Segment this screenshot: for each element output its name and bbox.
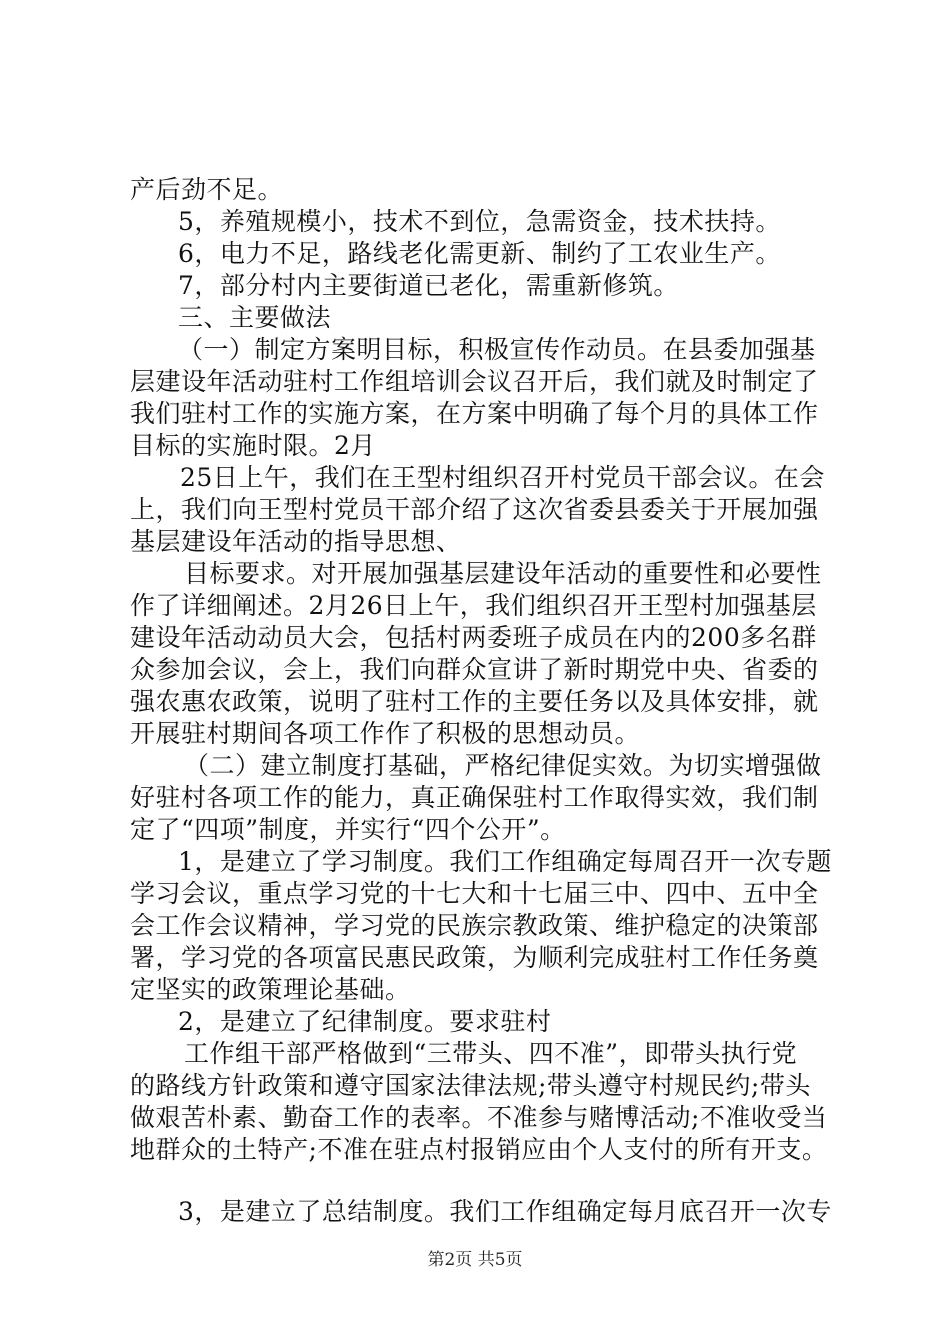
text-line: 众参加会议，会上，我们向群众宣讲了新时期党中央、省委的 — [130, 655, 819, 684]
text-line: 地群众的土特产;不准在驻点村报销应由个人支付的所有开支。 — [130, 1135, 828, 1164]
text-line: 开展驻村期间各项工作作了积极的思想动员。 — [130, 719, 641, 748]
text-line: 定坚实的政策理论基础。 — [130, 975, 411, 1004]
text-line: 基层建设年活动的指导思想、 — [130, 527, 462, 556]
text-line: 目标要求。对开展加强基层建设年活动的重要性和必要性 — [184, 559, 822, 588]
text-line: 层建设年活动驻村工作组培训会议召开后，我们就及时制定了 — [130, 367, 819, 396]
text-line: 作了详细阐述。2月26日上午，我们组织召开王型村加强基层 — [130, 591, 817, 620]
text-line: 会工作会议精神，学习党的民族宗教政策、维护稳定的决策部 — [130, 911, 819, 940]
text-line: 1，是建立了学习制度。我们工作组确定每周召开一次专题 — [178, 847, 832, 876]
text-line: 建设年活动动员大会，包括村两委班子成员在内的200多名群 — [130, 623, 817, 652]
text-line: 产后劲不足。 — [130, 175, 284, 204]
text-line: 好驻村各项工作的能力，真正确保驻村工作取得实效，我们制 — [130, 783, 819, 812]
text-line: 定了“四项”制度，并实行“四个公开”。 — [130, 815, 566, 844]
text-line: （一）制定方案明目标，积极宣传作动员。在县委加强基 — [178, 335, 816, 364]
text-line: 学习会议，重点学习党的十七大和十七届三中、四中、五中全 — [130, 879, 819, 908]
text-line: 25日上午，我们在王型村组织召开村党员干部会议。在会 — [180, 463, 825, 492]
text-line: 2，是建立了纪律制度。要求驻村 — [178, 1007, 552, 1036]
text-line: （二）建立制度打基础，严格纪律促实效。为切实增强做 — [184, 751, 822, 780]
page-number-footer: 第2页 共5页 — [427, 1250, 523, 1270]
text-line: 的路线方针政策和遵守国家法律法规;带头遵守村规民约;带头 — [130, 1071, 811, 1100]
text-line: 我们驻村工作的实施方案，在方案中明确了每个月的具体工作 — [130, 399, 819, 428]
text-line: 5，养殖规模小，技术不到位，急需资金，技术扶持。 — [178, 207, 781, 236]
text-line: 目标的实施时限。2月 — [130, 431, 376, 460]
text-line: 6，电力不足，路线老化需更新、制约了工农业生产。 — [178, 239, 781, 268]
text-line: 上，我们向王型村党员干部介绍了这次省委县委关于开展加强 — [130, 495, 819, 524]
text-line: 强农惠农政策，说明了驻村工作的主要任务以及具体安排，就 — [130, 687, 819, 716]
text-line: 3，是建立了总结制度。我们工作组确定每月底召开一次专 — [178, 1197, 832, 1226]
text-line: 7，部分村内主要街道已老化，需重新修筑。 — [178, 271, 679, 300]
text-line: 工作组干部严格做到“三带头、四不准”，即带头执行党 — [184, 1039, 798, 1068]
section-heading: 三、主要做法 — [178, 303, 332, 332]
text-line: 做艰苦朴素、勤奋工作的表率。不准参与赌博活动;不准收受当 — [130, 1103, 828, 1132]
text-line: 署，学习党的各项富民惠民政策，为顺利完成驻村工作任务奠 — [130, 943, 819, 972]
